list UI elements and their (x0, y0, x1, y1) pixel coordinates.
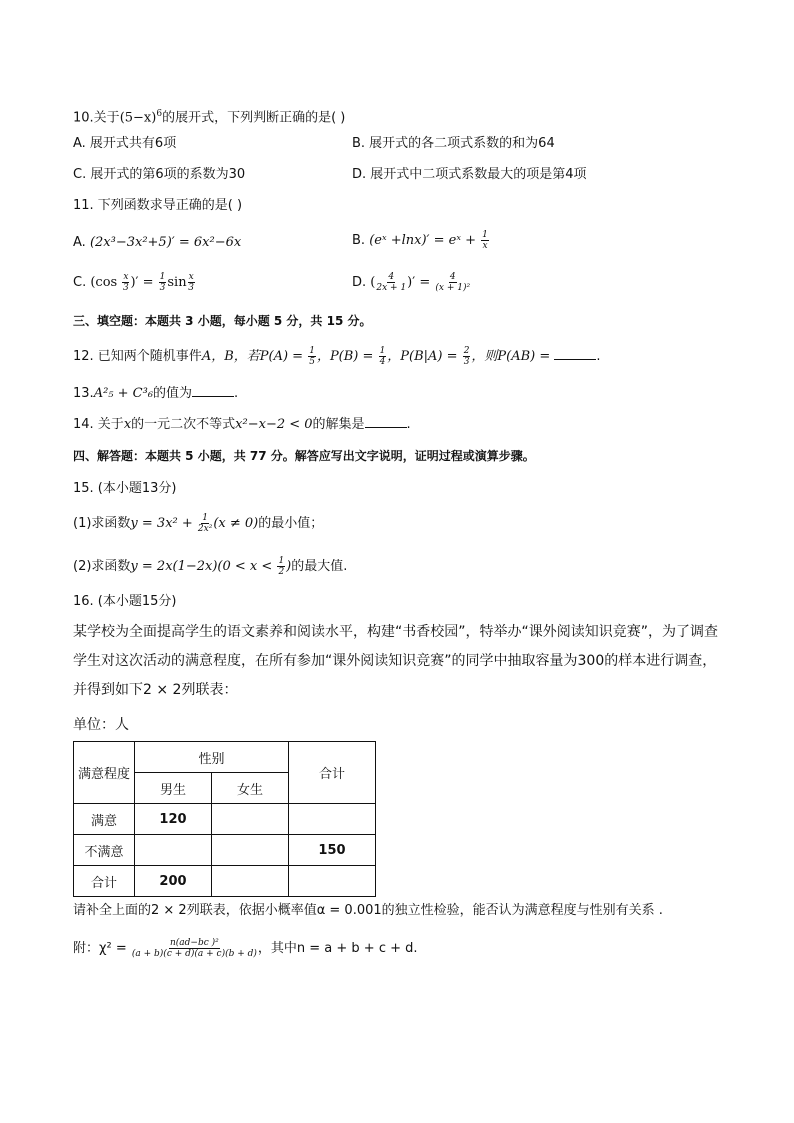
q10-option-b: B. 展开式的各二项式系数的和为64 (352, 136, 555, 151)
table-row (74, 804, 376, 835)
q15-title: 15. (本小题13分) (73, 481, 177, 496)
answer-blank (192, 384, 234, 397)
row-label: 满意 (74, 804, 135, 835)
table-row (74, 835, 376, 866)
cell-female (212, 866, 289, 897)
q10-stem: 10.关于$(5-x)^6$的展开式，下列判断正确的是( ) (73, 109, 346, 126)
q16-title: 16. (本小题15分) (73, 594, 177, 609)
cell-total: 150 (289, 835, 376, 866)
header-female: 女生 (212, 773, 289, 804)
header-satisfaction: 满意程度 (74, 742, 135, 804)
q11-option-a: A. (2x³−3x²+5)′ = 6x²−6x (73, 235, 242, 250)
header-total: 合计 (289, 742, 376, 804)
q11-option-c: C. (cos $\frac{x}{3}$ )′ = $\frac{1}{3}$ sin $\frac{x}{3}$ (73, 272, 194, 293)
q10-option-d: D. 展开式中二项式系数最大的项是第4项 (352, 167, 587, 182)
q11-option-d: D. ( $\frac{4}{2x + 1}$ )′ = $\frac{4}{\text{(x + 1)²}}$ (352, 272, 471, 293)
header-gender: 性别 (135, 742, 289, 773)
cell-male: 200 (135, 866, 212, 897)
cell-male (135, 835, 212, 866)
table-row (74, 866, 376, 897)
answer-blank (554, 347, 596, 360)
cell-total (289, 866, 376, 897)
q12: 12. 已知两个随机事件A，B，若P(A) = $\frac{1}{5}$ ，P(B) = $\frac{1}{4}$ ，P(B|A) = $\frac{2}{3}$ ，则P(AB) = . (73, 346, 601, 367)
header-male: 男生 (135, 773, 212, 804)
cell-female (212, 835, 289, 866)
q16-task: 请补全上面的2 × 2列联表，依据小概率值α = 0.001的独立性检验，能否认为满意程度与性别有关系 . (73, 903, 663, 918)
cell-male: 120 (135, 804, 212, 835)
contingency-table (73, 741, 376, 897)
q15-part1: (1)求函数y = 3x² + $\frac{1}{\text{2x²}}$ (x ≠ 0)的最小值； (73, 513, 324, 534)
q16-formula: 附：χ² = $\frac{\text{n(ad−bc )²}}{(a + b)(c + d)(a + c)(b + d)}$ ，其中n = a + b + c + d. (73, 938, 418, 959)
q11-option-b: B. (eˣ +lnx)′ = eˣ + $\frac{1}{x}$ (352, 230, 488, 251)
cell-total (289, 804, 376, 835)
section-fill-in-title: 三、填空题：本题共 3 小题，每小题 5 分，共 15 分。 (73, 314, 372, 328)
cell-female (212, 804, 289, 835)
q15-part2: (2)求函数y = 2x(1−2x)(0 < x < $\frac{1}{2}$ )的最大值. (73, 556, 348, 577)
section-solution-title: 四、解答题：本题共 5 小题，共 77 分。解答应写出文字说明，证明过程或演算步骤。 (73, 449, 535, 463)
q14: 14. 关于x的一元二次不等式x²−x−2 < 0的解集是 . (73, 417, 411, 432)
q10-option-c: C. 展开式的第6项的系数为30 (73, 167, 246, 182)
q16-paragraph: 某学校为全面提高学生的语文素养和阅读水平，构建“书香校园”，特举办“课外阅读知识竞赛”，为了调查学生对这次活动的满意程度，在所有参加“课外阅读知识竞赛”的同学中抽取容量为300的样本进行调查，并得到如下2 × 2列联表： (73, 624, 719, 698)
q11-stem: 11. 下列函数求导正确的是( ) (73, 198, 243, 213)
q16-unit: 单位：人 (73, 717, 129, 733)
row-label: 不满意 (74, 835, 135, 866)
q10-option-a: A. 展开式共有6项 (73, 136, 177, 151)
row-label: 合计 (74, 866, 135, 897)
answer-blank (365, 415, 407, 428)
q13: 13.A²₅ + C³₆的值为 . (73, 386, 239, 401)
